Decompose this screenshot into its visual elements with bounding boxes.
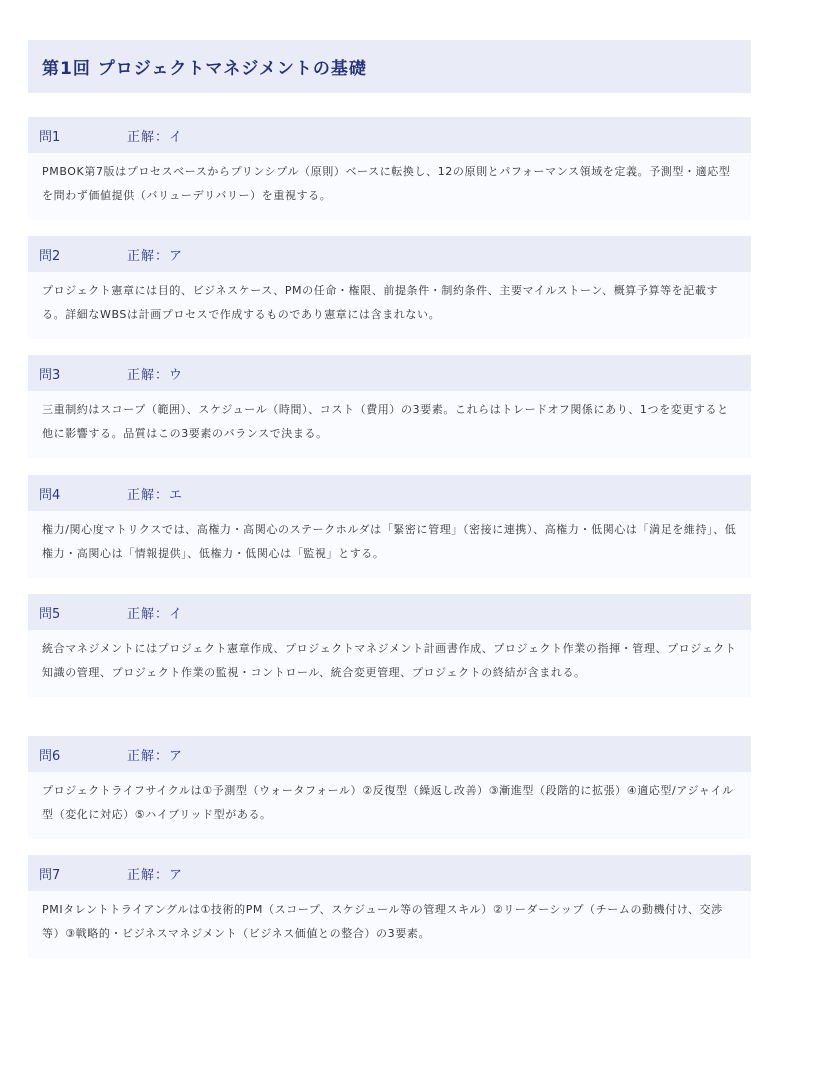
explanation: PMBOK第7版はプロセスベースからプリンシプル（原則）ベースに転換し、12の原則とパフォーマンス領域を定義。予測型・適応型を問わず価値提供（バリューデリバリー）を重視する。 (28, 153, 751, 220)
answer-label: 正解：イ (127, 129, 184, 145)
answer-label: 正解：イ (127, 606, 184, 622)
explanation: 三重制約はスコープ（範囲）、スケジュール（時間）、コスト（費用）の3要素。これらはトレードオフ関係にあり、1つを変更すると他に影響する。品質はこの3要素のバランスで決まる。 (28, 391, 751, 458)
question-2 (28, 236, 751, 339)
answer-label: 正解：ア (127, 867, 184, 883)
question-header (28, 355, 751, 391)
question-7 (28, 855, 751, 958)
explanation: 権力/関心度マトリクスでは、高権力・高関心のステークホルダは「緊密に管理」（密接に連携）、高権力・低関心は「満足を維持」、低権力・高関心は「情報提供」、低権力・低関心は「監視」とする。 (28, 511, 751, 578)
title-bar (28, 40, 751, 93)
question-header (28, 736, 751, 772)
question-header (28, 855, 751, 891)
question-5 (28, 594, 751, 697)
question-number: 問6 (39, 748, 61, 764)
question-header (28, 236, 751, 272)
answer-label: 正解：ウ (127, 367, 184, 383)
question-3 (28, 355, 751, 458)
explanation: プロジェクト憲章には目的、ビジネスケース、PMの任命・権限、前提条件・制約条件、主要マイルストーン、概算予算等を記載する。詳細なWBSは計画プロセスで作成するものであり憲章には含まれない。 (28, 272, 751, 339)
question-number: 問2 (39, 248, 61, 264)
question-header (28, 117, 751, 153)
question-6 (28, 736, 751, 839)
answer-label: 正解：エ (127, 487, 184, 503)
question-4 (28, 475, 751, 578)
question-number: 問5 (39, 606, 61, 622)
page (28, 40, 751, 93)
question-header (28, 594, 751, 630)
explanation: 統合マネジメントにはプロジェクト憲章作成、プロジェクトマネジメント計画書作成、プロジェクト作業の指揮・管理、プロジェクト知識の管理、プロジェクト作業の監視・コントロール、統合変更管理、プロジェクトの終結が含まれる。 (28, 630, 751, 697)
explanation: PMIタレントトライアングルは①技術的PM（スコープ、スケジュール等の管理スキル）②リーダーシップ（チームの動機付け、交渉等）③戦略的・ビジネスマネジメント（ビジネス価値との整合）の3要素。 (28, 891, 751, 958)
question-header (28, 475, 751, 511)
answer-label: 正解：ア (127, 248, 184, 264)
answer-label: 正解：ア (127, 748, 184, 764)
question-number: 問7 (39, 867, 61, 883)
question-number: 問1 (39, 129, 61, 145)
question-number: 問3 (39, 367, 61, 383)
page-title: 第1回 プロジェクトマネジメントの基礎 (42, 59, 367, 79)
explanation: プロジェクトライフサイクルは①予測型（ウォータフォール）②反復型（繰返し改善）③漸進型（段階的に拡張）④適応型/アジャイル型（変化に対応）⑤ハイブリッド型がある。 (28, 772, 751, 839)
question-1 (28, 117, 751, 220)
question-number: 問4 (39, 487, 61, 503)
